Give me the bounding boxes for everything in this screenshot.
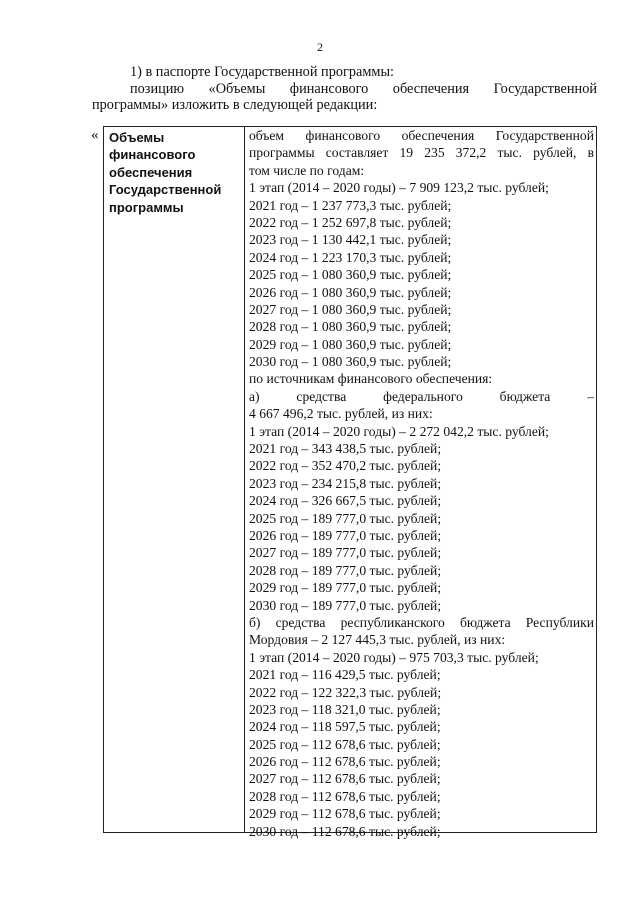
passport-position-table	[103, 126, 597, 839]
content-line: 2021 год – 343 438,5 тыс. рублей;	[249, 441, 442, 457]
content-line: 2026 год – 112 678,6 тыс. рублей;	[249, 754, 441, 770]
content-line: 2024 год – 1 223 170,3 тыс. рублей;	[249, 249, 452, 265]
content-line: 2029 год – 1 080 360,9 тыс. рублей;	[249, 336, 452, 352]
content-line: по источникам финансового обеспечения:	[249, 371, 493, 387]
content-line: программы составляет 19 235 372,2 тыс. рублей, в	[249, 145, 594, 161]
content-line: 2021 год – 1 237 773,3 тыс. рублей;	[249, 197, 452, 213]
intro-line-2: позицию «Объемы финансового обеспечения Государственной	[130, 80, 597, 97]
content-line: 2022 год – 1 252 697,8 тыс. рублей;	[249, 214, 452, 230]
content-line: а) средства федерального бюджета –	[249, 388, 594, 404]
label-line: Государственной	[109, 182, 222, 198]
content-line: 2029 год – 189 777,0 тыс. рублей;	[249, 580, 442, 596]
content-line: объем финансового обеспечения Государственной	[249, 128, 594, 143]
content-line: 2023 год – 118 321,0 тыс. рублей;	[249, 701, 441, 717]
content-line: 2027 год – 112 678,6 тыс. рублей;	[249, 771, 441, 787]
content-line: 2023 год – 234 215,8 тыс. рублей;	[249, 475, 442, 491]
label-line: обеспечения	[109, 164, 193, 180]
content-line: 2023 год – 1 130 442,1 тыс. рублей;	[249, 232, 452, 248]
content-line: б) средства республиканского бюджета Республики	[249, 614, 594, 630]
content-line: 2030 год – 189 777,0 тыс. рублей;	[249, 597, 442, 613]
intro-text	[92, 64, 597, 114]
content-line: том числе по годам:	[249, 162, 365, 178]
content-line: 2026 год – 1 080 360,9 тыс. рублей;	[249, 284, 452, 300]
content-line: Мордовия – 2 127 445,3 тыс. рублей, из них:	[249, 632, 506, 648]
content-line: 1 этап (2014 – 2020 годы) – 975 703,3 тыс. рублей;	[249, 649, 539, 665]
intro-line-3: программы» изложить в следующей редакции:	[92, 97, 378, 113]
content-line: 2030 год – 112 678,6 тыс. рублей;	[249, 823, 441, 839]
content-line: 2024 год – 326 667,5 тыс. рублей;	[249, 493, 442, 509]
content-line: 2021 год – 116 429,5 тыс. рублей;	[249, 667, 441, 683]
label-line: Объемы	[109, 130, 165, 145]
content-line: 1 этап (2014 – 2020 годы) – 2 272 042,2 тыс. рублей;	[249, 423, 549, 439]
content-line: 2027 год – 189 777,0 тыс. рублей;	[249, 545, 442, 561]
position-label-cell	[109, 129, 241, 216]
intro-line-1: 1) в паспорте Государственной программы:	[130, 64, 395, 80]
content-line: 2028 год – 112 678,6 тыс. рублей;	[249, 788, 441, 804]
label-line: программы	[109, 199, 184, 215]
content-line: 2027 год – 1 080 360,9 тыс. рублей;	[249, 301, 452, 317]
content-line: 2025 год – 1 080 360,9 тыс. рублей;	[249, 267, 452, 283]
funding-content-cell	[249, 127, 594, 840]
content-line: 2028 год – 189 777,0 тыс. рублей;	[249, 562, 442, 578]
content-line: 1 этап (2014 – 2020 годы) – 7 909 123,2 тыс. рублей;	[249, 180, 549, 196]
content-line: 2029 год – 112 678,6 тыс. рублей;	[249, 806, 441, 822]
page-number: 2	[317, 40, 323, 54]
content-line: 2025 год – 189 777,0 тыс. рублей;	[249, 510, 442, 526]
content-line: 2028 год – 1 080 360,9 тыс. рублей;	[249, 319, 452, 335]
content-line: 2030 год – 1 080 360,9 тыс. рублей;	[249, 354, 452, 370]
content-line: 2022 год – 352 470,2 тыс. рублей;	[249, 458, 442, 474]
content-line: 2025 год – 112 678,6 тыс. рублей;	[249, 736, 441, 752]
column-divider	[244, 127, 245, 832]
content-line: 2024 год – 118 597,5 тыс. рублей;	[249, 719, 441, 735]
content-line: 4 667 496,2 тыс. рублей, из них:	[249, 406, 433, 422]
opening-quote-mark: «	[91, 127, 99, 143]
content-line: 2022 год – 122 322,3 тыс. рублей;	[249, 684, 442, 700]
content-line: 2026 год – 189 777,0 тыс. рублей;	[249, 527, 442, 543]
label-line: финансового	[109, 147, 196, 163]
